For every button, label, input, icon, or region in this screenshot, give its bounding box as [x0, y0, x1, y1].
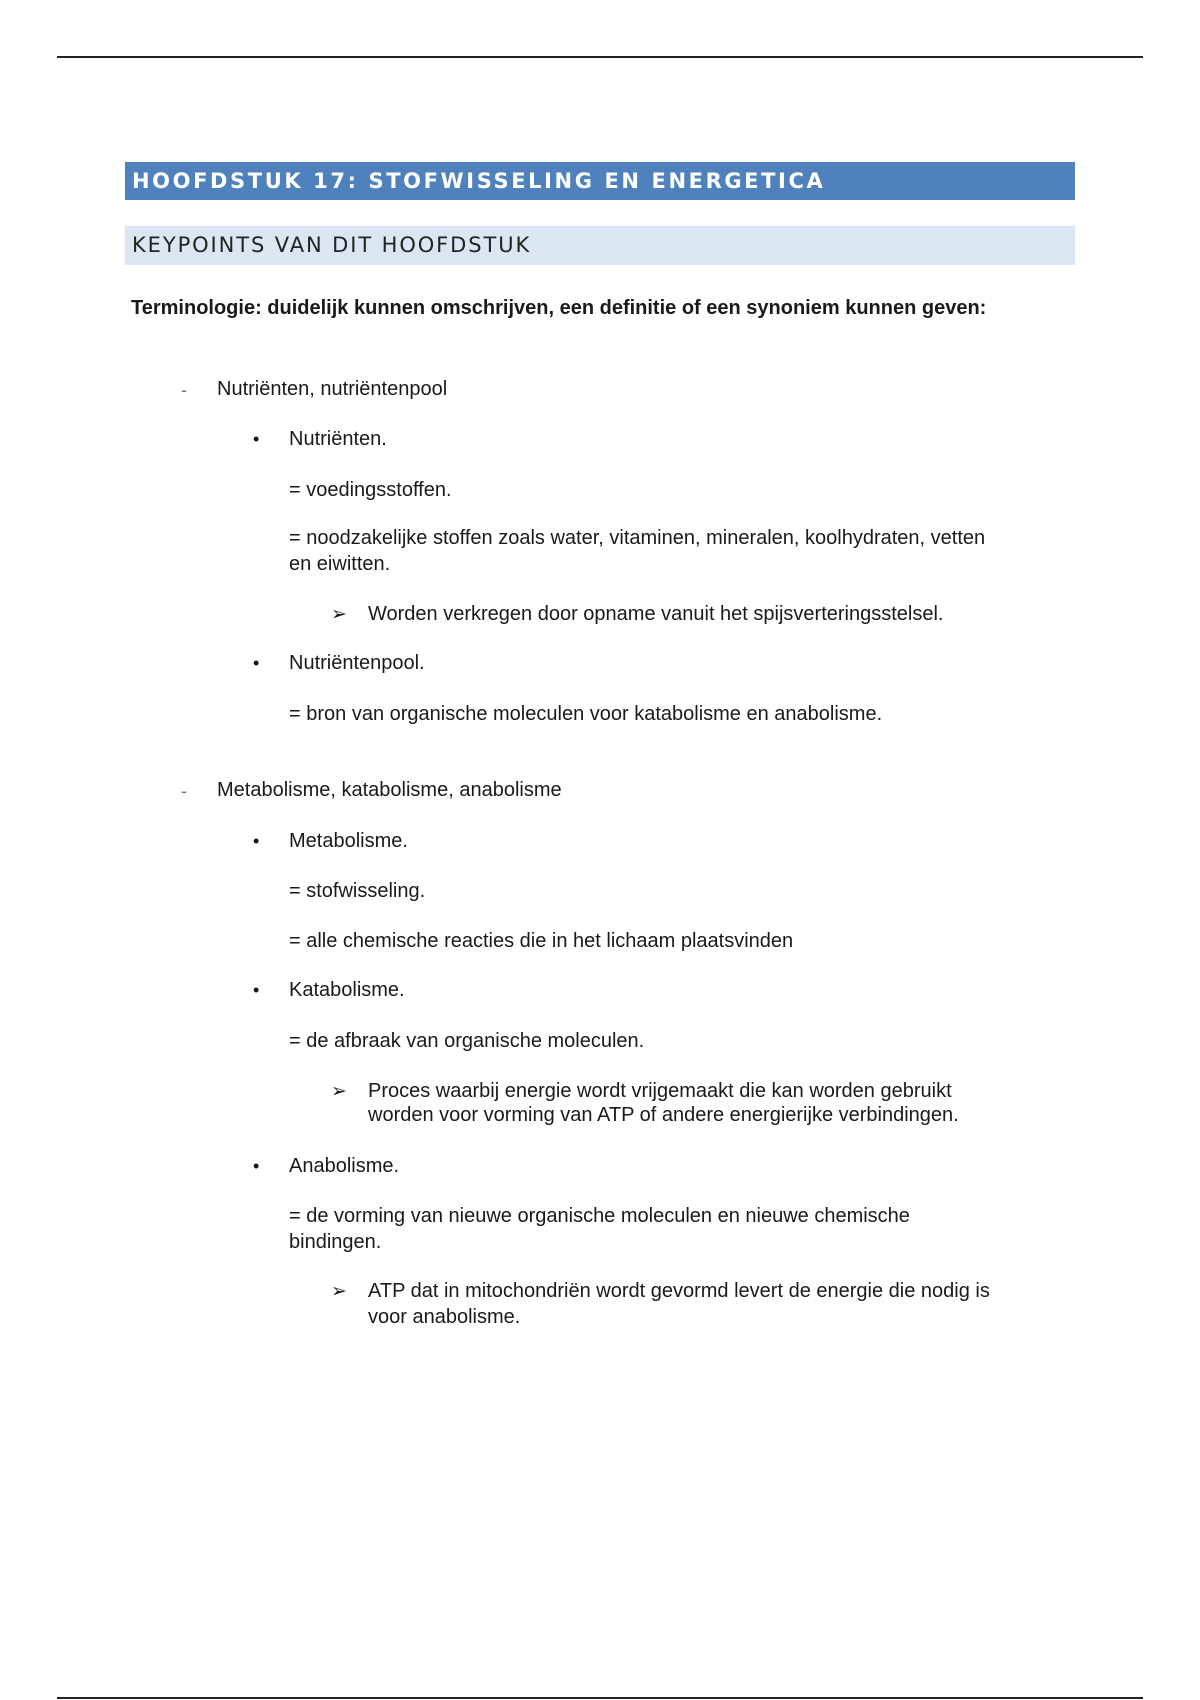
dash-marker: - — [181, 781, 187, 801]
page-bottom-rule — [57, 1697, 1143, 1699]
bullet-marker: • — [253, 980, 260, 1000]
bullet-marker: • — [253, 831, 260, 851]
definition-line: = noodzakelijke stoffen zoals water, vitaminen, mineralen, koolhydraten, vetten — [289, 527, 986, 549]
definition-line: = voedingsstoffen. — [289, 479, 452, 501]
term-metabolisme: Metabolisme. — [289, 830, 408, 852]
topic-nutrienten: Nutriënten, nutriëntenpool — [217, 378, 448, 400]
note-line: ATP dat in mitochondriën wordt gevormd levert de energie die nodig is — [368, 1280, 990, 1302]
definition-line: = alle chemische reacties die in het lichaam plaatsvinden — [289, 930, 794, 952]
definition-line: = de afbraak van organische moleculen. — [289, 1030, 645, 1052]
note-line: voor anabolisme. — [368, 1306, 521, 1328]
note-line: worden voor vorming van ATP of andere energierijke verbindingen. — [368, 1104, 959, 1126]
dash-marker: - — [181, 380, 187, 400]
bullet-marker: • — [253, 1156, 260, 1176]
arrow-marker: ➢ — [331, 604, 347, 625]
bullet-marker: • — [253, 429, 260, 449]
topic-metabolisme: Metabolisme, katabolisme, anabolisme — [217, 779, 562, 801]
chapter-heading: HOOFDSTUK 17: STOFWISSELING EN ENERGETICA — [125, 162, 1075, 200]
arrow-marker: ➢ — [331, 1081, 347, 1102]
terminology-intro: Terminologie: duidelijk kunnen omschrijven, een definitie of een synoniem kunnen geven: — [131, 297, 987, 319]
definition-line: = de vorming van nieuwe organische moleculen en nieuwe chemische — [289, 1205, 910, 1227]
definition-line: bindingen. — [289, 1231, 382, 1253]
note-line: Proces waarbij energie wordt vrijgemaakt die kan worden gebruikt — [368, 1080, 952, 1102]
note-line: Worden verkregen door opname vanuit het spijsverteringsstelsel. — [368, 603, 944, 625]
term-nutrientenpool: Nutriëntenpool. — [289, 652, 425, 674]
definition-line: = bron van organische moleculen voor katabolisme en anabolisme. — [289, 703, 883, 725]
arrow-marker: ➢ — [331, 1281, 347, 1302]
section-heading: KEYPOINTS VAN DIT HOOFDSTUK — [125, 226, 1075, 265]
page-top-rule — [57, 56, 1143, 58]
term-katabolisme: Katabolisme. — [289, 979, 405, 1001]
definition-line: en eiwitten. — [289, 553, 391, 575]
bullet-marker: • — [253, 653, 260, 673]
term-nutrienten: Nutriënten. — [289, 428, 387, 450]
definition-line: = stofwisseling. — [289, 880, 426, 902]
term-anabolisme: Anabolisme. — [289, 1155, 400, 1177]
